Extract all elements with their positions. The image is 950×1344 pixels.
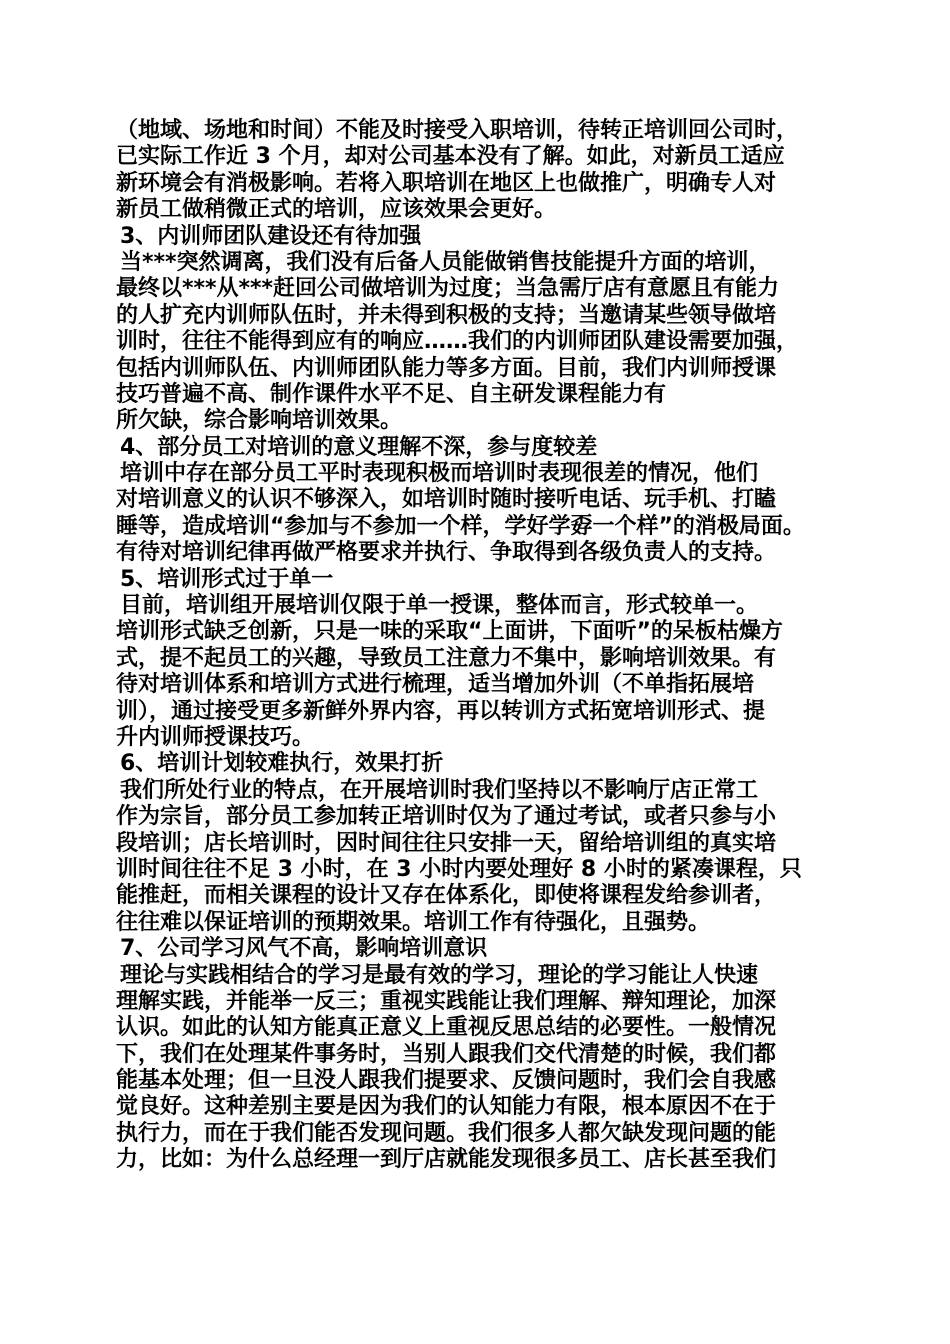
text-line: 培训中存在部分员工平时表现积极而培训时表现很差的情况，他们: [120, 461, 759, 487]
text-line: 已实际工作近 3 个月，却对公司基本没有了解。如此，对新员工适应: [116, 144, 785, 170]
text-line: 包括内训师队伍、内训师团队能力等多方面。目前，我们内训师授课: [116, 355, 777, 381]
text-line: 我们所处行业的特点，在开展培训时我们坚持以不影响厅店正常工: [120, 777, 759, 803]
text-line: 能基本处理；但一旦没人跟我们提要求、反馈问题时，我们会自我感: [116, 1068, 777, 1094]
text-line: 最终以***从***赶回公司做培训为过度；当急需厅店有意愿且有能力: [116, 276, 780, 302]
text-line: 技巧普遍不高、制作课件水平不足、自主研发课程能力有: [116, 381, 667, 407]
text-line: 力，比如：为什么总经理一到厅店就能发现很多员工、店长甚至我们: [116, 1147, 777, 1173]
text-line: 新员工做稍微正式的培训，应该效果会更好。: [116, 197, 557, 223]
text-line: 往往难以保证培训的预期效果。培训工作有待强化，且强势。: [116, 909, 711, 935]
text-line: 执行力，而在于我们能否发现问题。我们很多人都欠缺发现问题的能: [116, 1120, 777, 1146]
text-line: 觉良好。这种差别主要是因为我们的认知能力有限，根本原因不在于: [116, 1094, 777, 1120]
text-line: 升内训师授课技巧。: [116, 724, 315, 750]
text-line: 目前，培训组开展培训仅限于单一授课，整体而言，形式较单一。: [120, 593, 759, 619]
text-line: 待对培训体系和培训方式进行梳理，适当增加外训（不单指拓展培: [116, 672, 755, 698]
text-line: （地域、场地和时间）不能及时接受入职培训，待转正培训回公司时，: [116, 118, 799, 143]
text-line: 下，我们在处理某件事务时，当别人跟我们交代清楚的时候，我们都: [116, 1041, 777, 1067]
text-line: 训），通过接受更多新鲜外界内容，再以转训方式拓宽培训形式、提: [116, 698, 766, 724]
text-line: 训时间往往不足 3 小时，在 3 小时内要处理好 8 小时的紧凑课程，只: [116, 856, 802, 882]
text-line: 作为宗旨，部分员工参加转正培训时仅为了通过考试，或者只参与小: [116, 804, 777, 830]
text-line: 理解实践，并能举一反三；重视实践能让我们理解、辩知理论，加深: [116, 988, 777, 1014]
text-line: 培训形式缺乏创新，只是一味的采取“上面讲，下面听”的呆板枯燥方: [116, 619, 783, 645]
text-line: 新环境会有消极影响。若将入职培训在地区上也做推广，明确专人对: [116, 170, 777, 196]
text-line: 的人扩充内训师队伍时，并未得到积极的支持；当邀请某些领导做培: [116, 302, 777, 328]
section-heading: 6、培训计划较难执行，效果打折: [120, 751, 444, 777]
text-line: 所欠缺，综合影响培训效果。: [116, 408, 403, 434]
text-line: 理论与实践相结合的学习是最有效的学习，理论的学习能让人快速: [120, 962, 759, 988]
text-line: 睡等，造成培训“参加与不参加一个样，学好学孬一个样”的消极局面。: [116, 513, 805, 539]
text-line: 式，提不起员工的兴趣，导致员工注意力不集中，影响培训效果。有: [116, 645, 777, 671]
text-line: 能推赶，而相关课程的设计又存在体系化，即使将课程发给参训者，: [116, 883, 777, 909]
text-line: 有待对培训纪律再做严格要求并执行、争取得到各级负责人的支持。: [116, 540, 777, 566]
text-line: 对培训意义的认识不够深入，如培训时随时接听电话、玩手机、打瞌: [116, 487, 777, 513]
text-line: 当***突然调离，我们没有后备人员能做销售技能提升方面的培训，: [120, 249, 771, 275]
section-heading: 4、部分员工对培训的意义理解不深，参与度较差: [120, 434, 598, 460]
section-heading: 7、公司学习风气不高，影响培训意识: [120, 936, 488, 962]
text-line: 认识。如此的认知方能真正意义上重视反思总结的必要性。一般情况: [116, 1015, 777, 1041]
section-heading: 5、培训形式过于单一: [120, 566, 334, 592]
text-line: 训时，往往不能得到应有的响应……我们的内训师团队建设需要加强，: [116, 329, 799, 355]
section-heading: 3、内训师团队建设还有待加强: [120, 223, 422, 249]
text-line: 段培训；店长培训时，因时间往往只安排一天，留给培训组的真实培: [116, 830, 777, 856]
document-body: [116, 118, 840, 1174]
